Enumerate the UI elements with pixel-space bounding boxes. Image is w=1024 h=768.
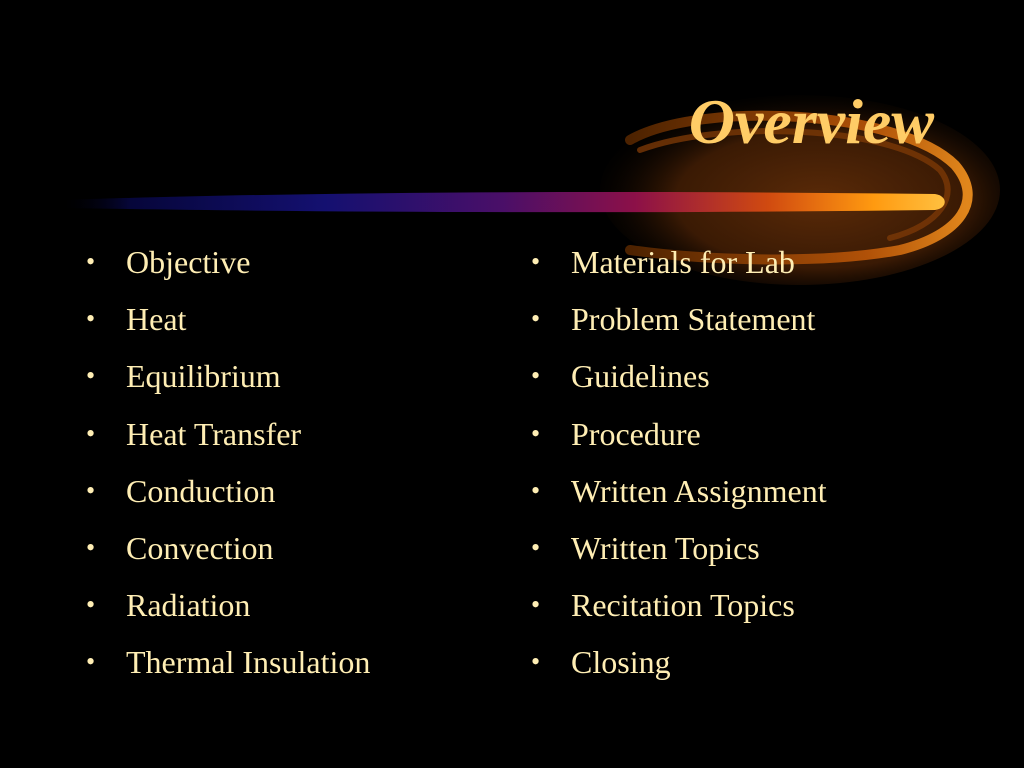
- list-item: [531, 583, 827, 640]
- bullet-icon: •: [531, 247, 541, 276]
- left-bullet-list: [86, 240, 370, 698]
- list-item: [531, 354, 827, 411]
- slide-title: Overview: [688, 86, 934, 157]
- bullet-icon: •: [531, 361, 541, 391]
- bullet-icon: •: [531, 418, 541, 448]
- list-item-text: Objective: [126, 244, 251, 280]
- list-item: [86, 412, 370, 469]
- list-item: [86, 354, 370, 411]
- bullet-icon: •: [531, 475, 541, 505]
- bullet-icon: •: [531, 590, 541, 620]
- bullet-icon: •: [531, 532, 541, 562]
- bullet-icon: •: [531, 304, 541, 334]
- list-item: [86, 297, 370, 354]
- bullet-icon: •: [86, 532, 96, 562]
- bullet-icon: •: [86, 590, 96, 620]
- list-item-text: Closing: [571, 644, 671, 681]
- swoosh-bar: [60, 192, 945, 212]
- list-item: [86, 469, 370, 526]
- list-item: [531, 526, 827, 583]
- list-item-text: Written Assignment: [571, 472, 827, 509]
- list-item-text: Materials for Lab: [571, 244, 795, 280]
- list-item: [531, 297, 827, 354]
- list-item-text: Recitation Topics: [571, 587, 795, 624]
- list-item: [531, 412, 827, 469]
- list-item: [531, 469, 827, 526]
- list-item: [86, 583, 370, 640]
- list-item: [531, 640, 827, 697]
- bullet-icon: •: [86, 418, 96, 448]
- list-item-text: Radiation: [126, 587, 251, 624]
- list-item-text: Conduction: [126, 472, 276, 509]
- bullet-icon: •: [86, 361, 96, 391]
- list-item-text: Written Topics: [571, 529, 760, 566]
- bullet-icon: •: [531, 647, 541, 677]
- list-item: [86, 240, 370, 297]
- list-item: [86, 640, 370, 697]
- list-item-text: Heat Transfer: [126, 415, 302, 452]
- list-item-text: Thermal Insulation: [126, 644, 371, 681]
- bullet-icon: •: [86, 304, 96, 334]
- list-item-text: Heat: [126, 301, 187, 338]
- list-item-text: Procedure: [571, 415, 701, 452]
- list-item-text: Equilibrium: [126, 358, 281, 395]
- right-bullet-list: [531, 240, 827, 698]
- list-item: [86, 526, 370, 583]
- list-item-text: Guidelines: [571, 358, 710, 395]
- bullet-icon: •: [86, 647, 96, 677]
- bullet-icon: •: [86, 475, 96, 505]
- list-item: [531, 240, 827, 297]
- bullet-icon: •: [86, 247, 96, 276]
- list-item-text: Problem Statement: [571, 301, 816, 338]
- list-item-text: Convection: [126, 529, 274, 566]
